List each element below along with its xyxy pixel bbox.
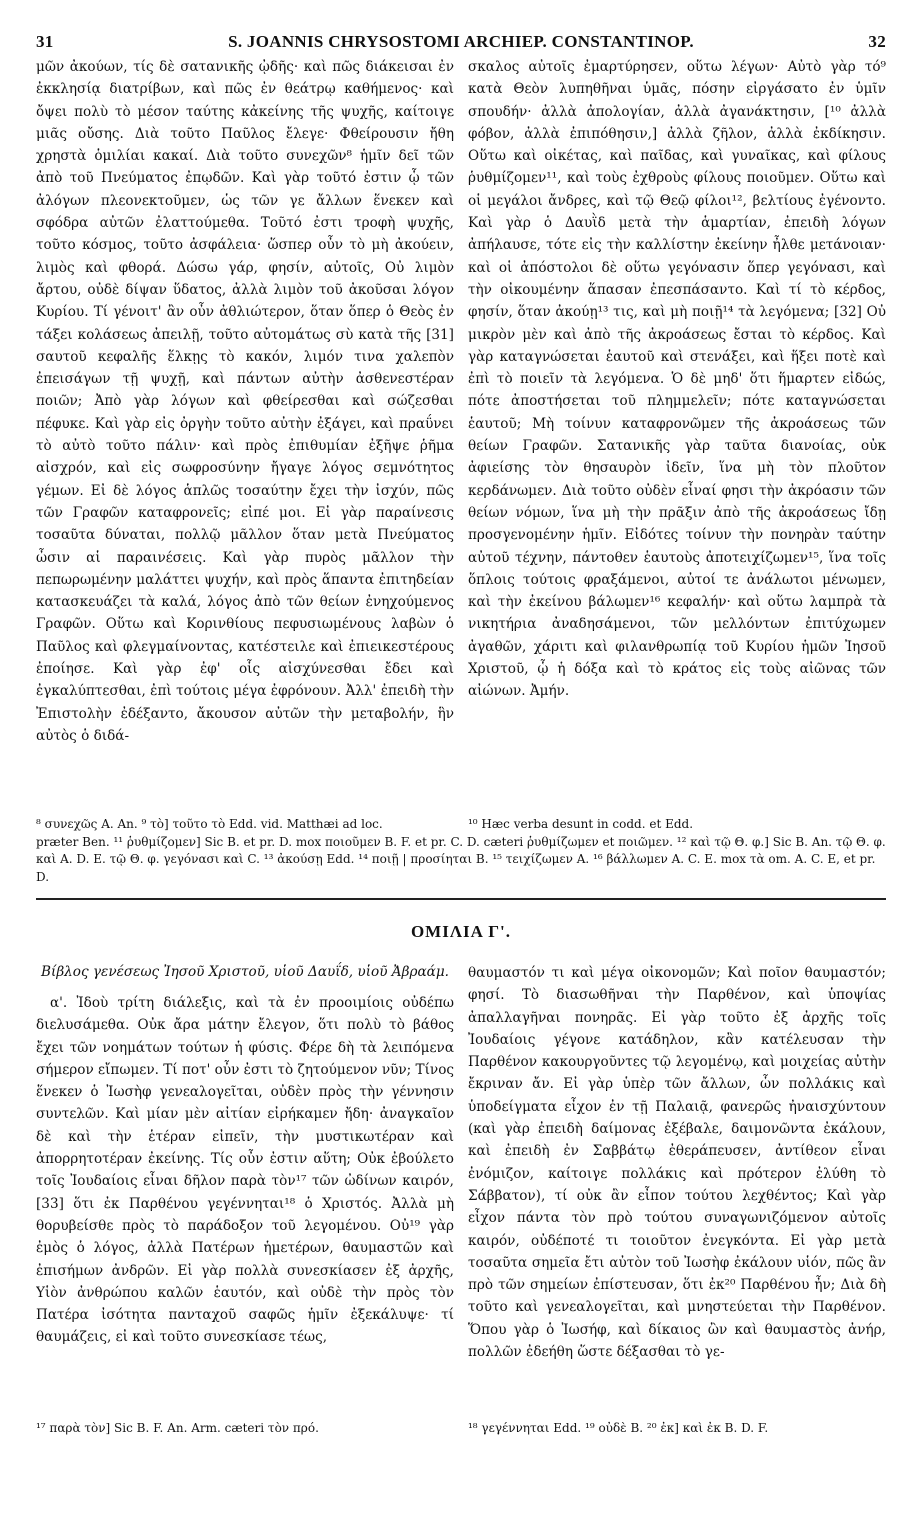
footnote-top-continued: præter Ben. ¹¹ ῥυθμίζομεν] Sic B. et pr. D. mox ποιοῦμεν B. F. et pr. C. D. cæteri ῥυθμίζωμεν et ποιῶμεν. ¹² καὶ τῷ Θ. φ.] Sic B. An. τῷ Θ. φ. καὶ A. D. E. τῷ Θ. φ. γεγόνασι καὶ C. ¹³ ἀκούσῃ Edd. ¹⁴ ποιῇ | προσίηται B. ¹⁵ τειχίζωμεν A. ¹⁶ βάλλωμεν A. C. E. mox τὰ om. A. C. E, et pr. D.	[36, 834, 886, 884]
footnotes-top	[36, 816, 886, 888]
bottom-text-columns	[36, 962, 886, 1400]
left-column-bottom-text: α'. Ἰδοὺ τρίτη διάλεξις, καὶ τὰ ἐν προοιμίοις οὐδέπω διελυσάμεθα. Οὐκ ἄρα μάτην ἔλεγον, ὅτι πολὺ τὸ βάθος ἔχει τῶν νοημάτων τούτων ἡ φύσις. Φέρε δὴ τὰ λειπόμενα σήμερον εἴπωμεν. Τί ποτ' οὖν ἐστι τὸ ζητούμενον νῦν; Τίνος ἕνεκεν ὁ Ἰωσὴφ γενεαλογεῖται, οὐδὲν πρὸς τὴν γέννησιν συντελῶν. Καὶ μίαν μὲν αἰτίαν εἰρήκαμεν ἤδη· ἀναγκαῖον δὲ καὶ τὴν ἑτέραν εἰπεῖν, τὴν μυστικωτέραν καὶ ἀπορρητοτέραν ἐκείνης. Τίς οὖν ἐστιν αὕτη; Οὐκ ἐβούλετο τοῖς Ἰουδαίοις εἶναι δῆλον παρὰ τὸν¹⁷ τῶν ὠδίνων καιρόν, [33] ὅτι ἐκ Παρθένου γεγέννηται¹⁸ ὁ Χριστός. Ἀλλὰ μὴ θορυβείσθε πρὸς τὸ παράδοξον τοῦ λεγομένου. Οὐ¹⁹ γὰρ ἐμὸς ὁ λόγος, ἀλλὰ Πατέρων ἡμετέρων, θαυμαστῶν καὶ ἐπισήμων ἀνδρῶν. Εἰ γὰρ πολλὰ συνεσκίασεν ἐξ ἀρχῆς, Υἱὸν ἀνθρώπου καλῶν ἑαυτόν, καὶ οὐδὲ τὴν πρὸς τὸν Πατέρα ἰσότητα πανταχοῦ σαφῶς ἡμῖν ἐξεκάλυψε· τί θαυμάζεις, εἰ καὶ τοῦτο συνεσκίασε τέως,	[36, 995, 454, 1346]
book-page	[36, 32, 886, 1437]
left-column-top-text: μῶν ἀκούων, τίς δὲ σατανικῆς ᾠδῆς· καὶ πῶς διάκεισαι ἐν ἐκκλησίᾳ διατρίβων, καὶ πῶς ἐν θεάτρῳ καθήμενος· καὶ ὄψει πολὺ τὸ μέσον ταύτης κἀκείνης τῆς ψυχῆς, καίτοιγε μιᾶς οὔσης. Διὰ τοῦτο Παῦλος ἔλεγε· Φθείρουσιν ἤθη χρηστὰ ὁμιλίαι κακαί. Διὰ τοῦτο συνεχῶν⁸ ἡμῖν δεῖ τῶν ἀπὸ τοῦ Πνεύματος ἐπῳδῶν. Καὶ γὰρ τοῦτό ἐστιν ᾧ τῶν ἀλόγων πλεονεκτοῦμεν, ὡς τῶν γε ἄλλων ἕνεκεν καὶ σφόδρα αὐτῶν ἐλαττούμεθα. Τοῦτό ἐστι τροφὴ ψυχῆς, τοῦτο κόσμος, τοῦτο ἀσφάλεια· ὥσπερ οὖν τὸ μὴ ἀκούειν, λιμὸς καὶ φθορά. Δώσω γάρ, φησίν, αὐτοῖς, Οὐ λιμὸν ἄρτου, οὐδὲ δίψαν ὕδατος, ἀλλὰ λιμὸν τοῦ ἀκοῦσαι λόγον Κυρίου. Τί γένοιτ' ἂν οὖν ἀθλιώτερον, ὅταν ὅπερ ὁ Θεὸς ἐν τάξει κολάσεως ἀπειλῇ, τοῦτο αὐτομάτως σὺ κατὰ τῆς [31] σαυτοῦ κεφαλῆς ἕλκῃς τὸ κακόν, λιμόν τινα χαλεπὸν ἐπεισάγων τῇ ψυχῇ, καὶ πάντων αὐτὴν ἀσθενεστέραν ποιῶν; Ἀπὸ γὰρ λόγων καὶ φθείρεσθαι καὶ σώζεσθαι πέφυκε. Καὶ γὰρ εἰς ὀργὴν τοῦτο αὐτὴν ἐξάγει, καὶ πραΰνει τὸ αὐτὸ τοῦτο πάλιν· καὶ πρὸς ἐπιθυμίαν ἐξῆψε ῥῆμα αἰσχρόν, καὶ εἰς σωφροσύνην ἤγαγε λόγος σεμνότητος γέμων. Εἰ δὲ λόγος ἁπλῶς τοσαύτην ἔχει τὴν ἰσχύν, πῶς τῶν Γραφῶν καταφρονεῖς; εἰπέ μοι. Εἰ γὰρ παραίνεσις τοσαῦτα δύναται, πολλῷ μᾶλλον ὅταν μετὰ Πνεύματος ὦσιν αἱ παραινέσεις. Καὶ γὰρ πυρὸς μᾶλλον τὴν πεπωρωμένην μαλάττει ψυχήν, καὶ πρὸς ἅπαντα ἐπιτηδείαν κατασκευάζει τὰ καλά, λόγος ἀπὸ τῶν θείων ἐνηχούμενος Γραφῶν. Οὕτω καὶ Κορινθίους πεφυσιωμένους λαβὼν ὁ Παῦλος καὶ φλεγμαίνοντας, κατέστειλε καὶ ἐπιεικεστέρους ἐποίησε. Καὶ γὰρ ἐφ' οἷς αἰσχύνεσθαι ἔδει καὶ ἐγκαλύπτεσθαι, ἐπὶ τούτοις μέγα ἐφρόνουν. Ἀλλ' ἐπειδὴ τὴν Ἐπιστολὴν ἐδέξαντο, ἄκουσον αὐτῶν τὴν μεταβολήν, ἣν αὐτὸς ὁ διδά-	[36, 59, 454, 744]
section-divider	[36, 898, 886, 900]
footnote-bottom-left: ¹⁷ παρὰ τὸν] Sic B. F. An. Arm. cæteri τὸν πρό.	[36, 1421, 319, 1435]
page-number-left: 31	[36, 32, 54, 51]
right-column-bottom-text: θαυμαστόν τι καὶ μέγα οἰκονομῶν; Καὶ ποῖον θαυμαστόν; φησί. Τὸ διασωθῆναι τὴν Παρθένον, καὶ ὑποψίας ἀπαλλαγῆναι πονηρᾶς. Εἰ γὰρ τοῦτο ἐξ ἀρχῆς τοῖς Ἰουδαίοις γέγονε κατάδηλον, κἂν κατέλευσαν τὴν Παρθένον κακουργοῦντες τῷ λεγομένῳ, καὶ μοιχείας αὐτὴν ἔκριναν ἄν. Εἰ γὰρ ὑπὲρ τῶν ἄλλων, ὧν πολλάκις καὶ ὑποδείγματα εἶχον ἐν τῇ Παλαιᾷ, φανερῶς ἠναισχύντουν (καὶ γὰρ ἐπειδὴ δαίμονας ἐξέβαλε, δαιμονῶντα ἐκάλουν, καὶ ἐπειδὴ ἐν Σαββάτῳ ἐθεράπευσεν, ἀντίθεον εἶναι ἐνόμιζον, καίτοιγε πολλάκις καὶ πρότερον ἐλύθη τὸ Σάββατον), τί οὐκ ἂν εἶπον τούτου λεχθέντος; Καὶ γὰρ εἶχον πάντα τὸν πρὸ τούτου συναγωνιζόμενον αὐτοῖς καιρόν, οὐδέποτέ τι τοιοῦτον ἐνεγκόντα. Εἰ γὰρ μετὰ τοσαῦτα σημεῖα ἔτι αὐτὸν τοῦ Ἰωσὴφ ἐκάλουν υἱόν, πῶς ἂν πρὸ τῶν σημείων ἐπίστευσαν, ὅτι ἐκ²⁰ Παρθένου ἦν; Διὰ δὴ τοῦτο καὶ γενεαλογεῖται, καὶ μνηστεύεται τὴν Παρθένον. Ὅπου γὰρ ὁ Ἰωσήφ, καὶ δίκαιος ὢν καὶ θαυμαστὸς ἀνήρ, πολλῶν ἐδεήθη ὥστε δέξασθαι τὸ γε-	[468, 965, 886, 1361]
footnotes-bottom	[36, 1420, 886, 1437]
footnote-top-right: ¹⁰ Hæc verba desunt in codd. et Edd.	[468, 817, 694, 831]
footnote-bottom-right: ¹⁸ γεγέννηται Edd. ¹⁹ οὐδὲ B. ²⁰ ἐκ] καὶ ἐκ B. D. F.	[468, 1421, 769, 1435]
scripture-verse: Βίβλος γενέσεως Ἰησοῦ Χριστοῦ, υἱοῦ Δαυΐδ, υἱοῦ Ἀβραάμ.	[41, 964, 449, 980]
right-column-top	[468, 56, 886, 804]
homily-title: ΟΜΙΛΙΑ Γ'.	[410, 922, 512, 941]
running-header	[36, 32, 886, 54]
running-title: S. JOANNIS CHRYSOSTOMI ARCHIEP. CONSTANTINOP.	[228, 32, 694, 51]
left-column-bottom	[36, 962, 454, 1400]
footnote-top-left: ⁸ συνεχῶς A. An. ⁹ τὸ] τοῦτο τὸ Edd. vid. Matthæi ad loc.	[36, 817, 383, 831]
left-column-top	[36, 56, 454, 804]
right-column-top-text: σκαλος αὐτοῖς ἐμαρτύρησεν, οὕτω λέγων· Αὐτὸ γὰρ τό⁹ κατὰ Θεὸν λυπηθῆναι ὑμᾶς, πόσην εἰργάσατο ἐν ὑμῖν σπουδήν· ἀλλὰ ἀπολογίαν, ἀλλὰ ἀγανάκτησιν, [¹⁰ ἀλλὰ φόβον, ἀλλὰ ἐπιπόθησιν,] ἀλλὰ ζῆλον, ἀλλὰ ἐκδίκησιν. Οὕτω καὶ οἰκέτας, καὶ παῖδας, καὶ γυναῖκας, καὶ φίλους ῥυθμίζομεν¹¹, καὶ τοὺς ἐχθροὺς φίλους ποιοῦμεν. Οὕτω καὶ οἱ μεγάλοι ἄνδρες, καὶ τῷ Θεῷ φίλοι¹², βελτίους ἐγένοντο. Καὶ γὰρ ὁ Δαυῒδ μετὰ τὴν ἁμαρτίαν, ἐπειδὴ λόγων ἀπήλαυσε, τότε εἰς τὴν καλλίστην ἐκείνην ἦλθε μετάνοιαν· καὶ οἱ ἀπόστολοι δὲ οὕτω γεγόνασιν ὅπερ γεγόνασι, καὶ τὴν οἰκουμένην ἅπασαν ἐπεσπάσαντο. Καὶ τί τὸ κέρδος, φησίν, ὅταν ἀκούῃ¹³ τις, καὶ μὴ ποιῇ¹⁴ τὰ λεγόμενα; [32] Οὐ μικρὸν μὲν καὶ ἀπὸ τῆς ἀκροάσεως ἔσται τὸ κέρδος. Καὶ γὰρ καταγνώσεται ἑαυτοῦ καὶ στενάξει, καὶ ἥξει ποτὲ καὶ ἐπὶ τὸ ποιεῖν τὰ λεγόμενα. Ὁ δὲ μηδ' ὅτι ἥμαρτεν εἰδώς, πότε ἀποστήσεται τοῦ πλημμελεῖν; πότε καταγνώσεται ἑαυτοῦ; Μὴ τοίνυν καταφρονῶμεν τῆς ἀκροάσεως τῶν θείων Γραφῶν. Σατανικῆς γὰρ ταῦτα διανοίας, οὐκ ἀφιείσης τὸν θησαυρὸν ἰδεῖν, ἵνα μὴ τὸν πλοῦτον κερδάνωμεν. Διὰ τοῦτο οὐδὲν εἶναί φησι τὴν ἀκρόασιν τῶν θείων νόμων, ἵνα μὴ τὴν πρᾶξιν ἀπὸ τῆς ἀκροάσεως ἴδῃ προσγενομένην ἡμῖν. Εἰδότες τοίνυν τὴν πονηρὰν ταύτην αὐτοῦ τέχνην, πάντοθεν ἑαυτοὺς ἀποτειχίζωμεν¹⁵, ἵνα τοῖς ὅπλοις τούτοις φραξάμενοι, αὐτοί τε ἀνάλωτοι μένωμεν, καὶ τὴν ἐκείνου βάλωμεν¹⁶ κεφαλήν· καὶ οὕτω λαμπρὰ τὰ νικητήρια ἀναδησάμενοι, τῶν μελλόντων ἐπιτύχωμεν ἀγαθῶν, χάριτι καὶ φιλανθρωπίᾳ τοῦ Κυρίου ἡμῶν Ἰησοῦ Χριστοῦ, ᾧ ἡ δόξα καὶ τὸ κράτος εἰς τοὺς αἰῶνας τῶν αἰώνων. Ἀμήν.	[468, 59, 886, 700]
right-column-bottom	[468, 962, 886, 1400]
page-number-right: 32	[868, 32, 886, 51]
top-text-columns	[36, 56, 886, 804]
